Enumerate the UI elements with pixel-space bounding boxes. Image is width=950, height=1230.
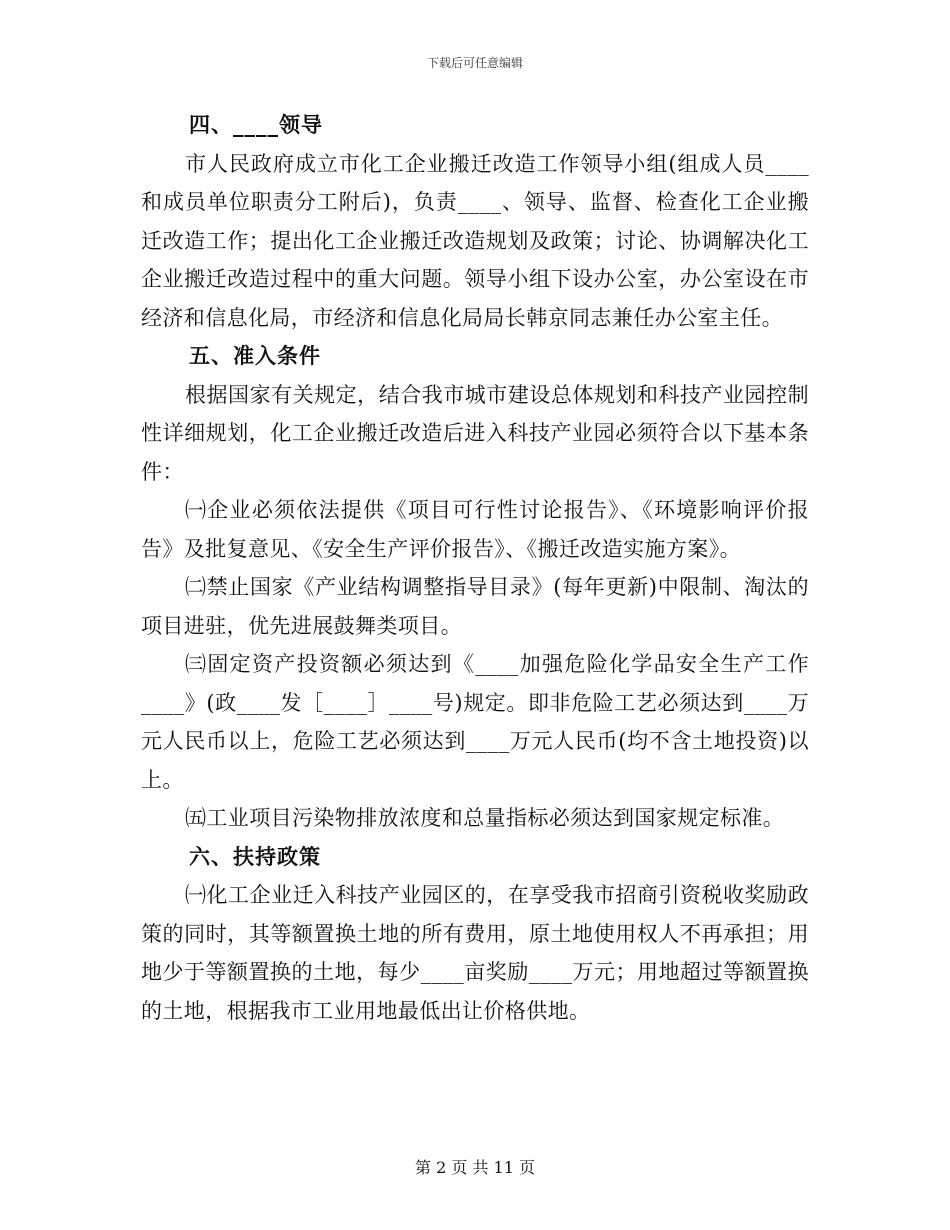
paragraph-admission-item-2: ㈡禁止国家《产业结构调整指导目录》(每年更新)中限制、淘汰的项目进驻，优先进展鼓舞类项目。 [141,575,809,638]
paragraph-admission-intro: 根据国家有关规定，结合我市城市建设总体规划和科技产业园控制性详细规划，化工企业搬迁改造后进入科技产业园必须符合以下基本条件： [141,382,809,484]
paragraph-admission-item-5: ㈤工业项目污染物排放浓度和总量指标必须达到国家规定标准。 [185,806,785,830]
page-header-note: 下载后可任意编辑 [426,56,523,70]
section-heading-leadership: 四、____领导 [189,113,323,137]
document-body [141,106,809,1030]
paragraph-support-item-1: ㈠化工企业迁入科技产业园区的，在享受我市招商引资税收奖励政策的同时，其等额置换土地的所有费用，原土地使用权人不再承担；用地少于等额置换的土地，每少____亩奖励____万元；用地超过等额置换的土地，根据我市工业用地最低出让价格供地。 [141,883,809,1023]
section-heading-support-policy: 六、扶持政策 [189,844,321,869]
paragraph-admission-item-3: ㈢固定资产投资额必须达到《____加强危险化学品安全生产工作____》(政____发［____］____号)规定。即非危险工艺必须达到____万元人民币以上，危险工艺必须达到____万元人民币(均不含土地投资)以上。 [141,652,809,792]
section-heading-admission: 五、准入条件 [189,344,321,368]
page-footer-number: 第 2 页 共 11 页 [415,1158,535,1177]
paragraph-admission-item-1: ㈠企业必须依法提供《项目可行性讨论报告》、《环境影响评价报告》及批复意见、《安全生产评价报告》、《搬迁改造实施方案》。 [141,498,809,561]
paragraph-leadership-group: 市人民政府成立市化工企业搬迁改造工作领导小组(组成人员____和成员单位职责分工附后)，负责____、领导、监督、检查化工企业搬迁改造工作；提出化工企业搬迁改造规划及政策；讨论、协调解决化工企业搬迁改造过程中的重大问题。领导小组下设办公室，办公室设在市经济和信息化局，市经济和信息化局局长韩京同志兼任办公室主任。 [141,151,809,330]
